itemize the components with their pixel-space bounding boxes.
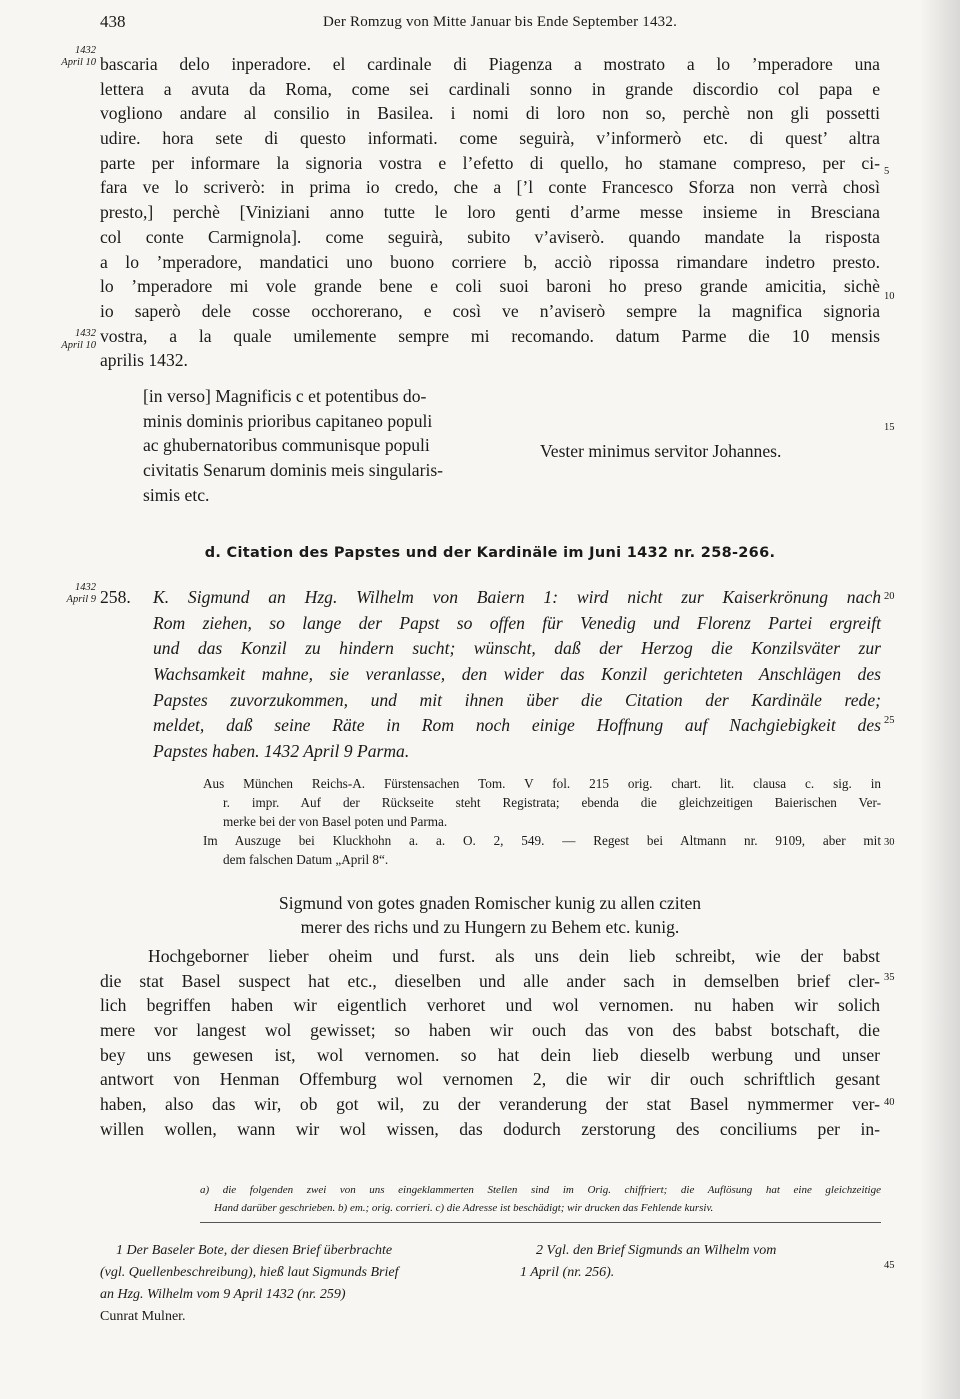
- address-line: minis dominis prioribus capitaneo populi: [143, 410, 433, 431]
- address-line: civitatis Senarum dominis meis singularis-: [143, 460, 444, 481]
- text-line: vostra, a la quale umilemente sempre mi recomando. datum Parme die 10 mensis: [100, 325, 880, 346]
- text-line: bey uns gewesen ist, wol vernomen. so hat dein lieb dieselb werbung und unser: [100, 1044, 880, 1065]
- text-line: parte per informare la signoria vostra e l’efetto di quello, ho stamane compreso, per ci-: [100, 152, 880, 173]
- line-number: 40: [884, 1097, 895, 1108]
- footnote-separator: [200, 1222, 881, 1223]
- textual-footnotes: [200, 1181, 881, 1217]
- regest-line: Papstes zuvorzukommen, und mit ihnen über die Citation der Kardinäle rede;: [153, 689, 881, 710]
- regest-line: Wachsamkeit mahne, sie veranlasse, den wider das Konzil gerichteten Anschlägen des: [153, 664, 881, 685]
- letter-address: [143, 384, 488, 507]
- intitulatio-line: merer des richs und zu Hungern zu Behem etc. kunig.: [300, 917, 680, 937]
- page-edge-shadow: [920, 0, 960, 1399]
- intitulatio-line: Sigmund von gotes gnaden Romischer kunig zu allen cziten: [278, 893, 702, 913]
- source-line: merke bei der von Basel poten und Parma.: [223, 814, 448, 829]
- text-line: col conte Carmignola]. come seguirà, subito v’aviserò. quando mandate la risposta: [100, 226, 880, 247]
- page-header: [100, 12, 900, 34]
- text-line: die stat Basel suspect hat etc., dieselben und alle ander sach in demselben brief cler-: [100, 970, 880, 991]
- text-line: aprilis 1432.: [100, 350, 188, 371]
- text-line: lo ’mperadore mi vole grande bene e coli suoi baroni ho preso grande amicitia, sichè: [100, 276, 880, 297]
- document-number: 258.: [100, 587, 131, 607]
- footnote-line: Cunrat Mulner.: [100, 1309, 186, 1324]
- letter-signature: Vester minimus servitor Johannes.: [540, 441, 782, 461]
- text-line: bascaria delo inperadore. el cardinale di Piagenza a mostrato a lo ’mperadore una: [100, 54, 880, 74]
- text-line: a lo ’mperadore, mandatici uno buono corriere b, acciò ripossa rimandare indetro presto.: [100, 251, 880, 272]
- text-line: antwort von Henman Offemburg wol vernomen 2, die wir dir ouch schriftlich gesant: [100, 1069, 880, 1090]
- page-number: 438: [100, 12, 126, 31]
- margin-date-note: 1432 April 10: [61, 328, 96, 351]
- text-line: willen wollen, wann wir wol wissen, das dodurch zerstorung des conciliums per in-: [100, 1118, 880, 1139]
- source-line: dem falschen Datum „April 8“.: [223, 852, 389, 867]
- footnote-line: 1 April (nr. 256).: [520, 1265, 615, 1280]
- section-heading: d. Citation des Papstes und der Kardinäle im Juni 1432 nr. 258-266.: [204, 545, 776, 561]
- text-line: haben, also das wir, ob got wil, zu der veranderung der stat Basel nymmermer ver-: [100, 1094, 880, 1115]
- margin-date-note: 1432 April 10: [61, 45, 96, 68]
- text-line: fara ve lo scriverò: in prima io credo, che a [’l conte Francesco Sforza non verrà chosì: [100, 177, 880, 198]
- source-line: Aus München Reichs-A. Fürstensachen Tom. V fol. 215 orig. chart. lit. clausa c. sig. in: [203, 776, 881, 791]
- german-letter-text: [100, 944, 880, 1142]
- document-regest: [153, 585, 881, 765]
- regest-line: Papstes haben. 1432 April 9 Parma.: [153, 741, 410, 762]
- regest-line: und das Konzil zu hindern sucht; wünscht, daß der Herzog die Konzilsväter zur: [153, 638, 881, 659]
- line-number: 35: [884, 972, 895, 983]
- footnote-line: an Hzg. Wilhelm vom 9 April 1432 (nr. 259): [100, 1287, 346, 1302]
- source-line: r. impr. Auf der Rückseite steht Registrata; ebenda die gleichzeitigen Baierischen Ver-: [223, 795, 881, 810]
- text-line: mere vor langest wol gewisset; so haben wir ouch das von des babst botschaft, die: [100, 1020, 880, 1041]
- running-title: Der Romzug von Mitte Januar bis Ende September 1432.: [322, 14, 678, 30]
- address-line: simis etc.: [143, 484, 210, 505]
- line-number: 20: [884, 591, 895, 602]
- italian-letter-text: [100, 52, 880, 373]
- text-line: Hochgeborner lieber oheim und furst. als uns dein lieb schreibt, wie der babst: [148, 946, 880, 966]
- text-line: lich begriffen haben wir eigentlich verhoret und wol vernomen. nu haben wir solich: [100, 995, 880, 1016]
- regest-line: meldet, daß seine Räte in Rom noch einige Hoffnung auf Nachgiebigkeit des: [153, 715, 881, 736]
- text-line: io saperò dele cosse occhorerano, e così ve n’aviserò sempre la magnifica signoria: [100, 300, 880, 321]
- footnote-1: [100, 1240, 480, 1328]
- footnote-2: [520, 1240, 882, 1284]
- intitulatio: [100, 891, 880, 939]
- line-number: 45: [884, 1260, 895, 1271]
- footnote-line: 1 Der Baseler Bote, der diesen Brief überbrachte: [116, 1243, 393, 1258]
- line-number: 5: [884, 166, 890, 177]
- footnote-line: (vgl. Quellenbeschreibung), hieß laut Sigmunds Brief: [100, 1265, 399, 1280]
- source-line: Im Auszuge bei Kluckhohn a. a. O. 2, 549. — Regest bei Altmann nr. 9109, aber mit: [203, 833, 881, 848]
- line-number: 15: [884, 422, 895, 433]
- regest-line: Rom ziehen, so lange der Papst so offen für Venedig und Florenz Partei ergreift: [153, 612, 881, 633]
- text-line: udire. hora sete di questo informati. come seguirà, v’informerò etc. di quest’ altra: [100, 128, 880, 149]
- footnote-line: 2 Vgl. den Brief Sigmunds an Wilhelm vom: [536, 1243, 777, 1258]
- text-line: presto,] perchè [Viniziani anno tutte le loro genti d’arme messe insieme in Bresciana: [100, 202, 880, 223]
- line-number: 25: [884, 715, 895, 726]
- line-number: 10: [884, 291, 895, 302]
- address-line: [in verso] Magnificis c et potentibus do-: [143, 386, 427, 406]
- address-line: ac ghubernatoribus communisque populi: [143, 435, 430, 456]
- source-notes: [203, 774, 881, 869]
- footnote-line: a) die folgenden zwei von uns eingeklammerten Stellen sind im Orig. chiffriert; die Auflösung hat eine gleichzeitige: [200, 1184, 881, 1196]
- footnote-line: Hand darüber geschrieben. b) em.; orig. corrieri. c) die Adresse ist beschädigt; wir drucken das Fehlende kursiv.: [214, 1202, 714, 1214]
- regest-line: K. Sigmund an Hzg. Wilhelm von Baiern 1: wird nicht zur Kaiserkrönung nach: [153, 587, 881, 607]
- margin-date-note: 1432 April 9: [66, 582, 96, 605]
- text-line: vogliono andare al consilio in Basilea. i nomi di loro non so, perchè non gli possetti: [100, 103, 880, 124]
- line-number: 30: [884, 837, 895, 848]
- text-line: lettera a avuta da Roma, come sei cardinali sonno in grande discordio col papa e: [100, 78, 880, 99]
